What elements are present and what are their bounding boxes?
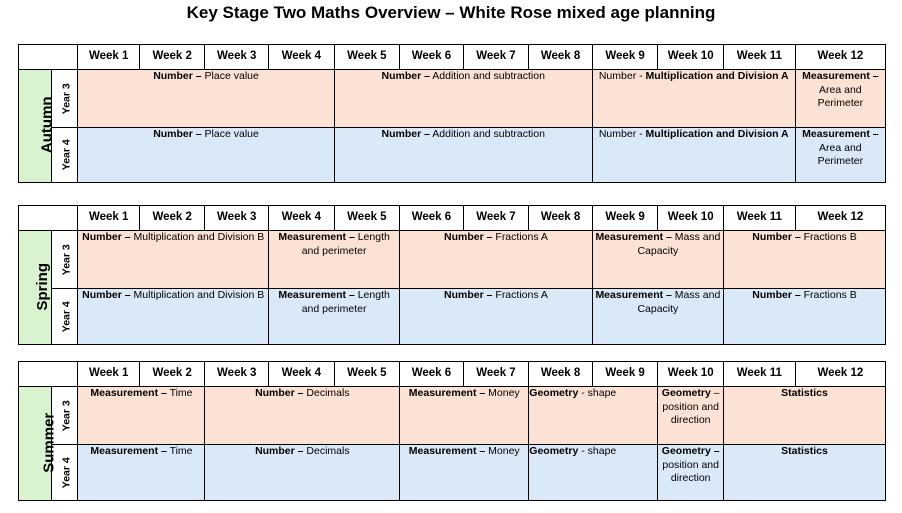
unit-cell	[400, 387, 529, 445]
term-label-cell	[19, 387, 58, 501]
unit-strand: Geometry	[661, 387, 711, 399]
unit-cell	[334, 70, 592, 128]
unit-topic: Place value	[201, 128, 259, 140]
unit-cell	[78, 387, 205, 445]
unit-strand: Measurement –	[278, 231, 355, 243]
week-header-row	[19, 45, 886, 70]
year-label-cell	[51, 289, 78, 345]
unit-cell	[400, 231, 593, 289]
year-row	[19, 128, 886, 183]
unit-topic: position and direction	[662, 458, 719, 484]
week-header: Week 9	[592, 362, 658, 387]
year-row	[19, 387, 886, 445]
unit-topic: Money	[485, 445, 520, 457]
unit-topic: Place value	[201, 70, 259, 82]
term-label-cell	[19, 70, 56, 183]
unit-strand: Measurement –	[408, 445, 486, 457]
week-header: Week 3	[205, 362, 269, 387]
unit-cell	[529, 387, 658, 445]
unit-strand: Measurement –	[90, 387, 167, 399]
unit-cell	[78, 128, 334, 183]
term-name: Spring	[34, 262, 51, 311]
week-header: Week 7	[463, 45, 529, 70]
unit-topic: Multiplication and Division B	[130, 231, 265, 243]
year-label: Year 4	[60, 139, 73, 171]
week-header: Week 12	[795, 45, 885, 70]
unit-strand: Measurement –	[90, 445, 167, 457]
unit-cell	[269, 289, 400, 345]
week-header: Week 1	[78, 206, 139, 231]
unit-topic: Area and Perimeter	[817, 83, 864, 109]
week-header: Week 1	[78, 45, 139, 70]
unit-topic-bold: Multiplication and Division A	[645, 128, 789, 140]
week-header: Week 9	[592, 206, 658, 231]
unit-strand: Number –	[255, 445, 304, 457]
week-header: Week 1	[78, 362, 139, 387]
unit-strand: Number –	[752, 231, 801, 243]
unit-strand: Measurement –	[802, 128, 879, 140]
week-header: Week 4	[269, 206, 335, 231]
unit-topic: Mass and Capacity	[637, 231, 721, 257]
unit-strand: Measurement –	[278, 289, 355, 301]
week-header: Week 6	[400, 206, 464, 231]
week-header: Week 8	[529, 362, 593, 387]
year-label: Year 4	[60, 301, 73, 332]
year-row	[19, 231, 886, 289]
year-label: Year 3	[60, 244, 73, 275]
unit-strand: Number –	[381, 128, 430, 140]
unit-topic: Length and perimeter	[301, 289, 390, 315]
unit-topic: Decimals	[303, 445, 350, 457]
unit-strand: Number –	[381, 70, 430, 82]
unit-topic: Addition and subtraction	[429, 70, 545, 82]
unit-cell	[78, 445, 205, 501]
unit-cell	[723, 289, 885, 345]
week-header-row	[19, 206, 886, 231]
week-header: Week 7	[463, 206, 529, 231]
unit-strand: Geometry	[529, 445, 579, 457]
unit-cell	[78, 289, 269, 345]
term-label-cell	[19, 231, 52, 345]
year-row	[19, 70, 886, 128]
year-label: Year 4	[60, 457, 73, 488]
unit-topic: Money	[485, 387, 520, 399]
week-header: Week 6	[400, 45, 464, 70]
unit-cell	[78, 231, 269, 289]
unit-strand: Number –	[444, 231, 493, 243]
week-header: Week 8	[529, 206, 593, 231]
week-header: Week 2	[139, 362, 205, 387]
unit-cell	[592, 128, 795, 183]
unit-strand: Measurement –	[408, 387, 486, 399]
unit-strand: Measurement –	[595, 289, 672, 301]
term-name: Summer	[40, 412, 58, 473]
unit-strand: Number –	[82, 289, 131, 301]
unit-topic-bold: Multiplication and Division A	[645, 70, 789, 82]
year-label: Year 3	[60, 400, 73, 431]
unit-strand: Geometry	[529, 387, 579, 399]
unit-cell	[592, 289, 723, 345]
unit-cell	[205, 387, 400, 445]
unit-topic: Fractions A	[492, 289, 548, 301]
unit-strand: Measurement –	[595, 231, 672, 243]
unit-strand: Measurement –	[802, 70, 879, 82]
unit-cell	[400, 445, 529, 501]
unit-strand: Number –	[444, 289, 493, 301]
unit-strand: Statistics	[781, 445, 828, 457]
unit-topic: Fractions B	[800, 289, 857, 301]
unit-topic: – position and direction	[662, 387, 720, 426]
unit-cell	[400, 289, 593, 345]
unit-topic: Fractions B	[800, 231, 857, 243]
unit-strand: Number –	[255, 387, 304, 399]
term-name: Autumn	[38, 96, 56, 154]
unit-cell	[658, 387, 724, 445]
week-header: Week 5	[334, 206, 400, 231]
corner-cell	[19, 45, 78, 70]
term-table-autumn	[18, 44, 886, 183]
unit-topic: Time	[166, 445, 193, 457]
unit-strand: Number –	[153, 70, 202, 82]
unit-topic: Addition and subtraction	[429, 128, 545, 140]
week-header: Week 5	[334, 45, 400, 70]
week-header: Week 3	[205, 206, 269, 231]
week-header: Week 11	[723, 362, 795, 387]
week-header: Week 10	[658, 362, 724, 387]
week-header: Week 5	[334, 362, 400, 387]
week-header: Week 10	[658, 206, 724, 231]
unit-cell	[658, 445, 724, 501]
week-header: Week 9	[592, 45, 658, 70]
unit-strand: Number –	[752, 289, 801, 301]
week-header: Week 2	[139, 206, 205, 231]
unit-topic: Length and perimeter	[301, 231, 390, 257]
year-label: Year 3	[60, 83, 73, 114]
unit-cell	[592, 231, 723, 289]
week-header: Week 6	[400, 362, 464, 387]
week-header: Week 4	[269, 362, 335, 387]
week-header: Week 2	[139, 45, 205, 70]
page-title: Key Stage Two Maths Overview – White Rose mixed age planning	[186, 3, 716, 22]
unit-strand: Geometry –	[661, 445, 720, 457]
unit-topic: - shape	[578, 445, 617, 457]
unit-topic: Number -	[598, 70, 646, 82]
week-header: Week 11	[723, 206, 795, 231]
unit-cell	[78, 70, 334, 128]
unit-cell	[269, 231, 400, 289]
week-header: Week 3	[205, 45, 269, 70]
unit-cell	[205, 445, 400, 501]
unit-cell	[529, 445, 658, 501]
week-header: Week 12	[795, 362, 885, 387]
week-header: Week 8	[529, 45, 593, 70]
week-header: Week 7	[463, 362, 529, 387]
unit-topic: Mass and Capacity	[637, 289, 721, 315]
unit-strand: Number –	[153, 128, 202, 140]
week-header: Week 12	[795, 206, 885, 231]
term-table-spring	[18, 205, 886, 345]
unit-cell	[795, 128, 885, 183]
unit-cell	[334, 128, 592, 183]
unit-topic: Decimals	[303, 387, 350, 399]
corner-cell	[19, 206, 78, 231]
unit-topic: Multiplication and Division B	[130, 289, 265, 301]
year-row	[19, 445, 886, 501]
unit-topic: Number -	[598, 128, 646, 140]
term-table-summer	[18, 361, 886, 501]
unit-cell	[723, 387, 885, 445]
unit-topic: Area and Perimeter	[817, 141, 864, 167]
week-header: Week 11	[723, 45, 795, 70]
unit-topic: Fractions A	[492, 231, 548, 243]
unit-strand: Statistics	[781, 387, 828, 399]
year-row	[19, 289, 886, 345]
unit-cell	[723, 231, 885, 289]
unit-strand: Number –	[82, 231, 131, 243]
unit-cell	[592, 70, 795, 128]
unit-topic: - shape	[578, 387, 617, 399]
unit-cell	[723, 445, 885, 501]
week-header: Week 10	[658, 45, 724, 70]
week-header: Week 4	[269, 45, 335, 70]
unit-topic: Time	[166, 387, 193, 399]
corner-cell	[19, 362, 78, 387]
unit-cell	[795, 70, 885, 128]
year-label-cell	[51, 231, 78, 289]
week-header-row	[19, 362, 886, 387]
